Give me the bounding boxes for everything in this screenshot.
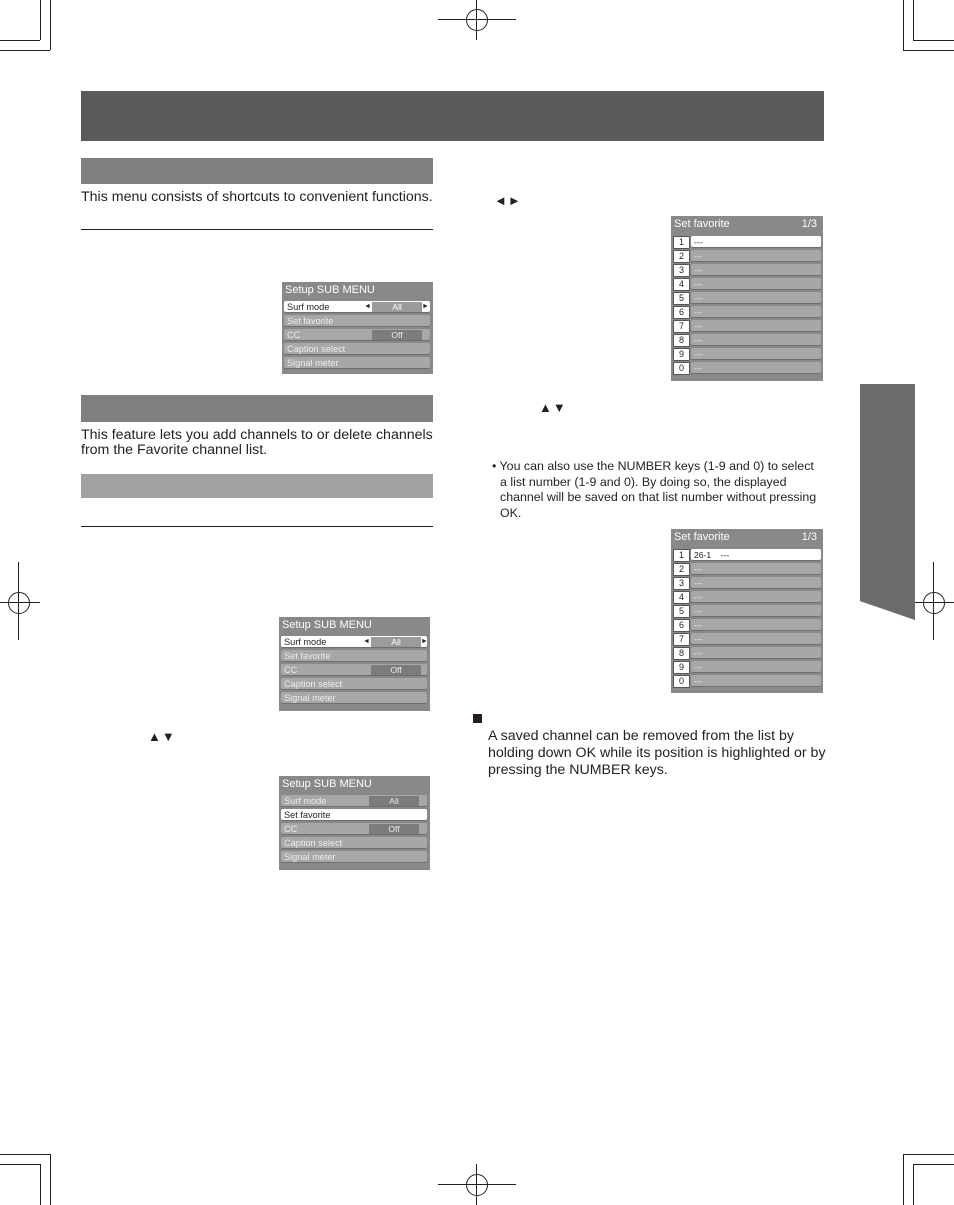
menu-row-surf-mode[interactable] [281,795,427,807]
remove-text-line3: pressing the NUMBER keys. [488,762,668,778]
favorite-number: 6 [673,306,690,319]
set-favorite-panel [671,529,823,693]
square-bullet-icon [473,714,482,723]
registration-line [438,1184,516,1185]
menu-row-set-favorite[interactable] [284,315,430,327]
favorite-number: 9 [673,661,690,674]
setup-sub-menu-panel [279,617,430,711]
menu-row-caption-select[interactable] [284,343,430,355]
registration-mark [466,1174,488,1196]
favorite-row[interactable] [673,334,821,346]
favorite-number: 4 [673,278,690,291]
favorite-channel: --- [691,278,821,290]
registration-mark [466,9,488,31]
crop-mark [40,0,41,40]
registration-line [476,0,477,40]
menu-row-label: Set favorite [287,316,334,326]
left-arrow-icon[interactable]: ◄ [363,638,370,645]
crop-mark [40,1164,41,1205]
crop-mark [50,1154,51,1205]
favorite-number: 3 [673,264,690,277]
crop-mark [0,1154,50,1155]
menu-title: Setup SUB MENU [282,778,372,790]
favorite-number: 7 [673,320,690,333]
favorite-channel: --- [691,292,821,304]
menu-row-label: Caption select [284,838,343,848]
menu-row-cc[interactable] [281,664,427,676]
menu-row-cc[interactable] [281,823,427,835]
favorite-number: 5 [673,605,690,618]
menu-row-set-favorite[interactable] [281,650,427,662]
registration-mark [923,592,945,614]
crop-mark [0,40,40,41]
favorite-number: 7 [673,633,690,646]
favorite-number: 9 [673,348,690,361]
menu-row-label: Surf mode [287,302,330,312]
favorite-number: 8 [673,334,690,347]
favorite-page: 1/3 [801,218,817,230]
menu-row-label: CC [284,824,298,834]
rule [81,229,433,230]
favorite-number: 5 [673,292,690,305]
favorite-row[interactable] [673,549,821,561]
menu-row-label: Caption select [284,679,343,689]
menu-row-value: All [372,302,422,312]
menu-row-cc[interactable] [284,329,430,341]
up-down-arrows-icon: ▲▼ [539,400,567,415]
menu-row-value: Off [369,824,419,834]
menu-row-caption-select[interactable] [281,678,427,690]
crop-mark [903,1154,954,1155]
menu-row-value: All [369,796,419,806]
crop-mark [0,1164,40,1165]
setup-sub-menu-panel [279,776,430,870]
right-arrow-icon[interactable]: ► [421,638,428,645]
setup-sub-menu-panel [282,282,433,374]
favorite-channel: --- [691,577,821,589]
menu-row-label: Set favorite [284,810,331,820]
menu-title: Setup SUB MENU [282,619,372,631]
crop-mark [903,1154,904,1205]
crop-mark [50,0,51,50]
favorite-channel: 26-1 --- [691,549,821,561]
feature-text-line2: from the Favorite channel list. [81,442,268,458]
crop-mark [903,50,954,51]
favorite-channel: --- [691,264,821,276]
crop-mark [913,1164,914,1205]
menu-row-signal-meter[interactable] [281,851,427,863]
favorite-channel: --- [691,320,821,332]
favorite-channel: --- [691,605,821,617]
crop-mark [913,40,954,41]
tip-line2: a list number (1-9 and 0). By doing so, the displayed [500,475,787,489]
favorite-title: Set favorite [674,531,730,543]
remove-text-line1: A saved channel can be removed from the list by [488,728,794,744]
registration-line [18,562,19,640]
favorite-row[interactable] [673,362,821,374]
favorite-number: 4 [673,591,690,604]
section-bar-set-favorite [81,395,433,422]
registration-mark [8,592,30,614]
registration-line [476,1164,477,1205]
menu-row-value: Off [372,330,422,340]
left-right-arrows-icon: ◄► [494,193,522,208]
favorite-row[interactable] [673,591,821,603]
favorite-number: 1 [673,236,690,249]
favorite-channel: --- [691,675,821,687]
menu-row-signal-meter[interactable] [284,357,430,369]
rule [81,526,433,527]
favorite-channel: --- [691,647,821,659]
menu-row-label: CC [284,665,298,675]
menu-row-label: Set favorite [284,651,331,661]
favorite-channel: --- [691,306,821,318]
subsection-bar [81,474,433,498]
header-band [81,91,824,141]
favorite-number: 6 [673,619,690,632]
menu-row-label: Signal meter [287,358,339,368]
favorite-number: 8 [673,647,690,660]
menu-row-label: Signal meter [284,852,336,862]
favorite-row[interactable] [673,264,821,276]
intro-text: This menu consists of shortcuts to convenient functions. [81,189,433,205]
registration-line [0,602,40,603]
menu-row-value: Off [371,665,421,675]
tip-line1: • You can also use the NUMBER keys (1-9 and 0) to select [492,459,814,473]
menu-row-surf-mode[interactable] [284,301,430,313]
up-down-arrows-icon: ▲▼ [148,729,176,744]
menu-row-label: Surf mode [284,637,327,647]
registration-line [933,562,934,640]
favorite-number: 3 [673,577,690,590]
favorite-row[interactable] [673,250,821,262]
set-favorite-panel [671,216,823,381]
favorite-row[interactable] [673,661,821,673]
favorite-channel: --- [691,348,821,360]
right-arrow-icon[interactable]: ► [422,303,429,310]
crop-mark [0,50,50,51]
favorite-channel: --- [691,633,821,645]
favorite-channel: --- [691,334,821,346]
favorite-channel: --- [691,362,821,374]
remove-text-line2: holding down OK while its position is highlighted or by [488,745,826,761]
favorite-number: 0 [673,362,690,375]
menu-row-value: All [371,637,421,647]
favorite-number: 2 [673,250,690,263]
favorite-row[interactable] [673,605,821,617]
chapter-tab [860,384,915,620]
favorite-row[interactable] [673,647,821,659]
favorite-row[interactable] [673,292,821,304]
menu-row-label: CC [287,330,301,340]
favorite-row[interactable] [673,577,821,589]
menu-row-set-favorite[interactable] [281,809,427,821]
crop-mark [913,1164,954,1165]
crop-mark [903,0,904,50]
favorite-channel: --- [691,250,821,262]
favorite-title: Set favorite [674,218,730,230]
menu-row-caption-select[interactable] [281,837,427,849]
favorite-row[interactable] [673,306,821,318]
section-bar-sub-menu [81,158,433,184]
favorite-channel: --- [691,619,821,631]
favorite-channel: --- [691,236,821,248]
registration-line [438,19,516,20]
favorite-row[interactable] [673,320,821,332]
feature-text-line1: This feature lets you add channels to or delete channels [81,427,433,443]
favorite-row[interactable] [673,633,821,645]
menu-row-label: Surf mode [284,796,327,806]
menu-row-label: Signal meter [284,693,336,703]
menu-row-label: Caption select [287,344,346,354]
favorite-row[interactable] [673,278,821,290]
crop-mark [913,0,914,40]
favorite-row[interactable] [673,619,821,631]
favorite-row[interactable] [673,236,821,248]
menu-row-signal-meter[interactable] [281,692,427,704]
menu-title: Setup SUB MENU [285,284,375,296]
favorite-page: 1/3 [801,531,817,543]
favorite-number: 0 [673,675,690,688]
tip-line3: channel will be saved on that list number without pressing [500,490,817,504]
tip-line4: OK. [500,506,522,520]
favorite-row[interactable] [673,348,821,360]
favorite-number: 2 [673,563,690,576]
favorite-channel: --- [691,563,821,575]
favorite-number: 1 [673,549,690,562]
favorite-row[interactable] [673,675,821,687]
favorite-channel: --- [691,591,821,603]
favorite-row[interactable] [673,563,821,575]
favorite-channel: --- [691,661,821,673]
menu-row-surf-mode[interactable] [281,636,427,648]
left-arrow-icon[interactable]: ◄ [364,303,371,310]
